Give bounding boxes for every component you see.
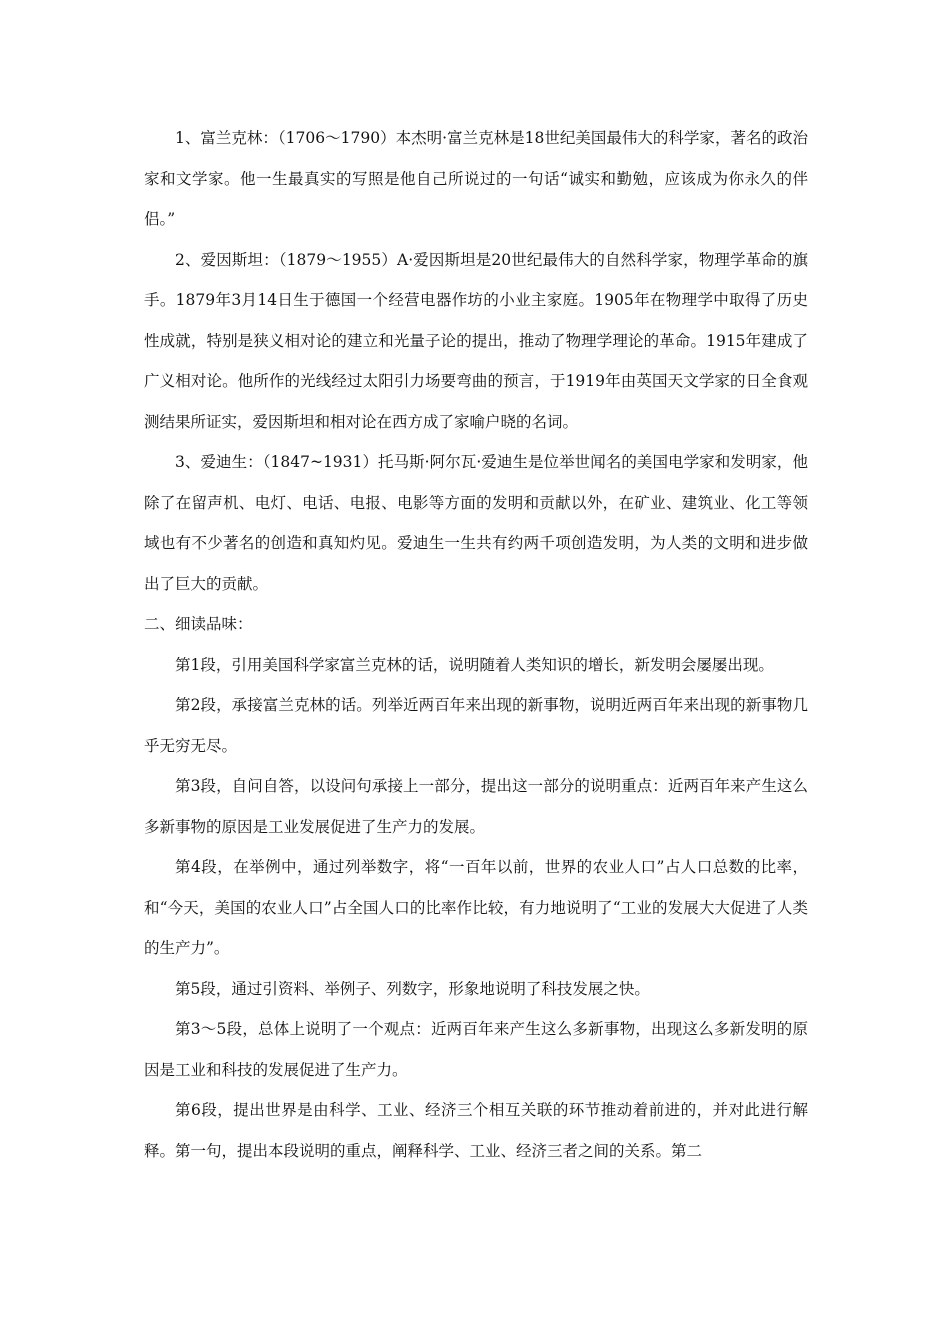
paragraph-analysis-5: 第5段，通过引资料、举例子、列数字，形象地说明了科技发展之快。 [175, 979, 650, 998]
paragraph-einstein: 2、爱因斯坦：（1879～1955）A·爱因斯坦是20世纪最伟大的自然科学家，物理学革命的旗手。1879年3月14日生于德国一个经营电器作坊的小业主家庭。1905年在物理学中取得了历史性成就，特别是狭义相对论的建立和光量子论的提出，推动了物理学理论的革命。1915年建成了广义相对论。他所作的光线经过太阳引力场要弯曲的预言，于1919年由英国天文学家的日全食观测结果所证实，爱因斯坦和相对论在西方成了家喻户晓的名词。 [144, 250, 808, 431]
paragraph-analysis-2: 第2段，承接富兰克林的话。列举近两百年来出现的新事物，说明近两百年来出现的新事物几乎无穷无尽。 [144, 696, 808, 755]
document-page [144, 118, 808, 1171]
paragraph-franklin: 1、富兰克林：（1706～1790）本杰明·富兰克林是18世纪美国最伟大的科学家，著名的政治家和文学家。他一生最真实的写照是他自己所说过的一句话“诚实和勤勉，应该成为你永久的伴侣。” [144, 129, 808, 228]
paragraph-analysis-6: 第6段，提出世界是由科学、工业、经济三个相互关联的环节推动着前进的，并对此进行解释。第一句，提出本段说明的重点，阐释科学、工业、经济三者之间的关系。第二 [144, 1101, 808, 1160]
paragraph-analysis-3-5: 第3～5段，总体上说明了一个观点：近两百年来产生这么多新事物，出现这么多新发明的原因是工业和科技的发展促进了生产力。 [144, 1020, 808, 1079]
paragraph-edison: 3、爱迪生：（1847~1931）托马斯·阿尔瓦·爱迪生是位举世闻名的美国电学家和发明家，他除了在留声机、电灯、电话、电报、电影等方面的发明和贡献以外，在矿业、建筑业、化工等领域也有不少著名的创造和真知灼见。爱迪生一生共有约两千项创造发明，为人类的文明和进步做出了巨大的贡献。 [144, 453, 808, 593]
section-heading-close-reading: 二、细读品味： [144, 615, 253, 633]
paragraph-analysis-1: 第1段，引用美国科学家富兰克林的话，说明随着人类知识的增长，新发明会屡屡出现。 [175, 655, 774, 674]
paragraph-analysis-4: 第4段，在举例中，通过列举数字，将“一百年以前，世界的农业人口”占人口总数的比率，和“今天，美国的农业人口”占全国人口的比率作比较，有力地说明了“工业的发展大大促进了人类的生产力”。 [144, 858, 808, 957]
paragraph-analysis-3: 第3段，自问自答，以设问句承接上一部分，提出这一部分的说明重点：近两百年来产生这么多新事物的原因是工业发展促进了生产力的发展。 [144, 777, 808, 836]
